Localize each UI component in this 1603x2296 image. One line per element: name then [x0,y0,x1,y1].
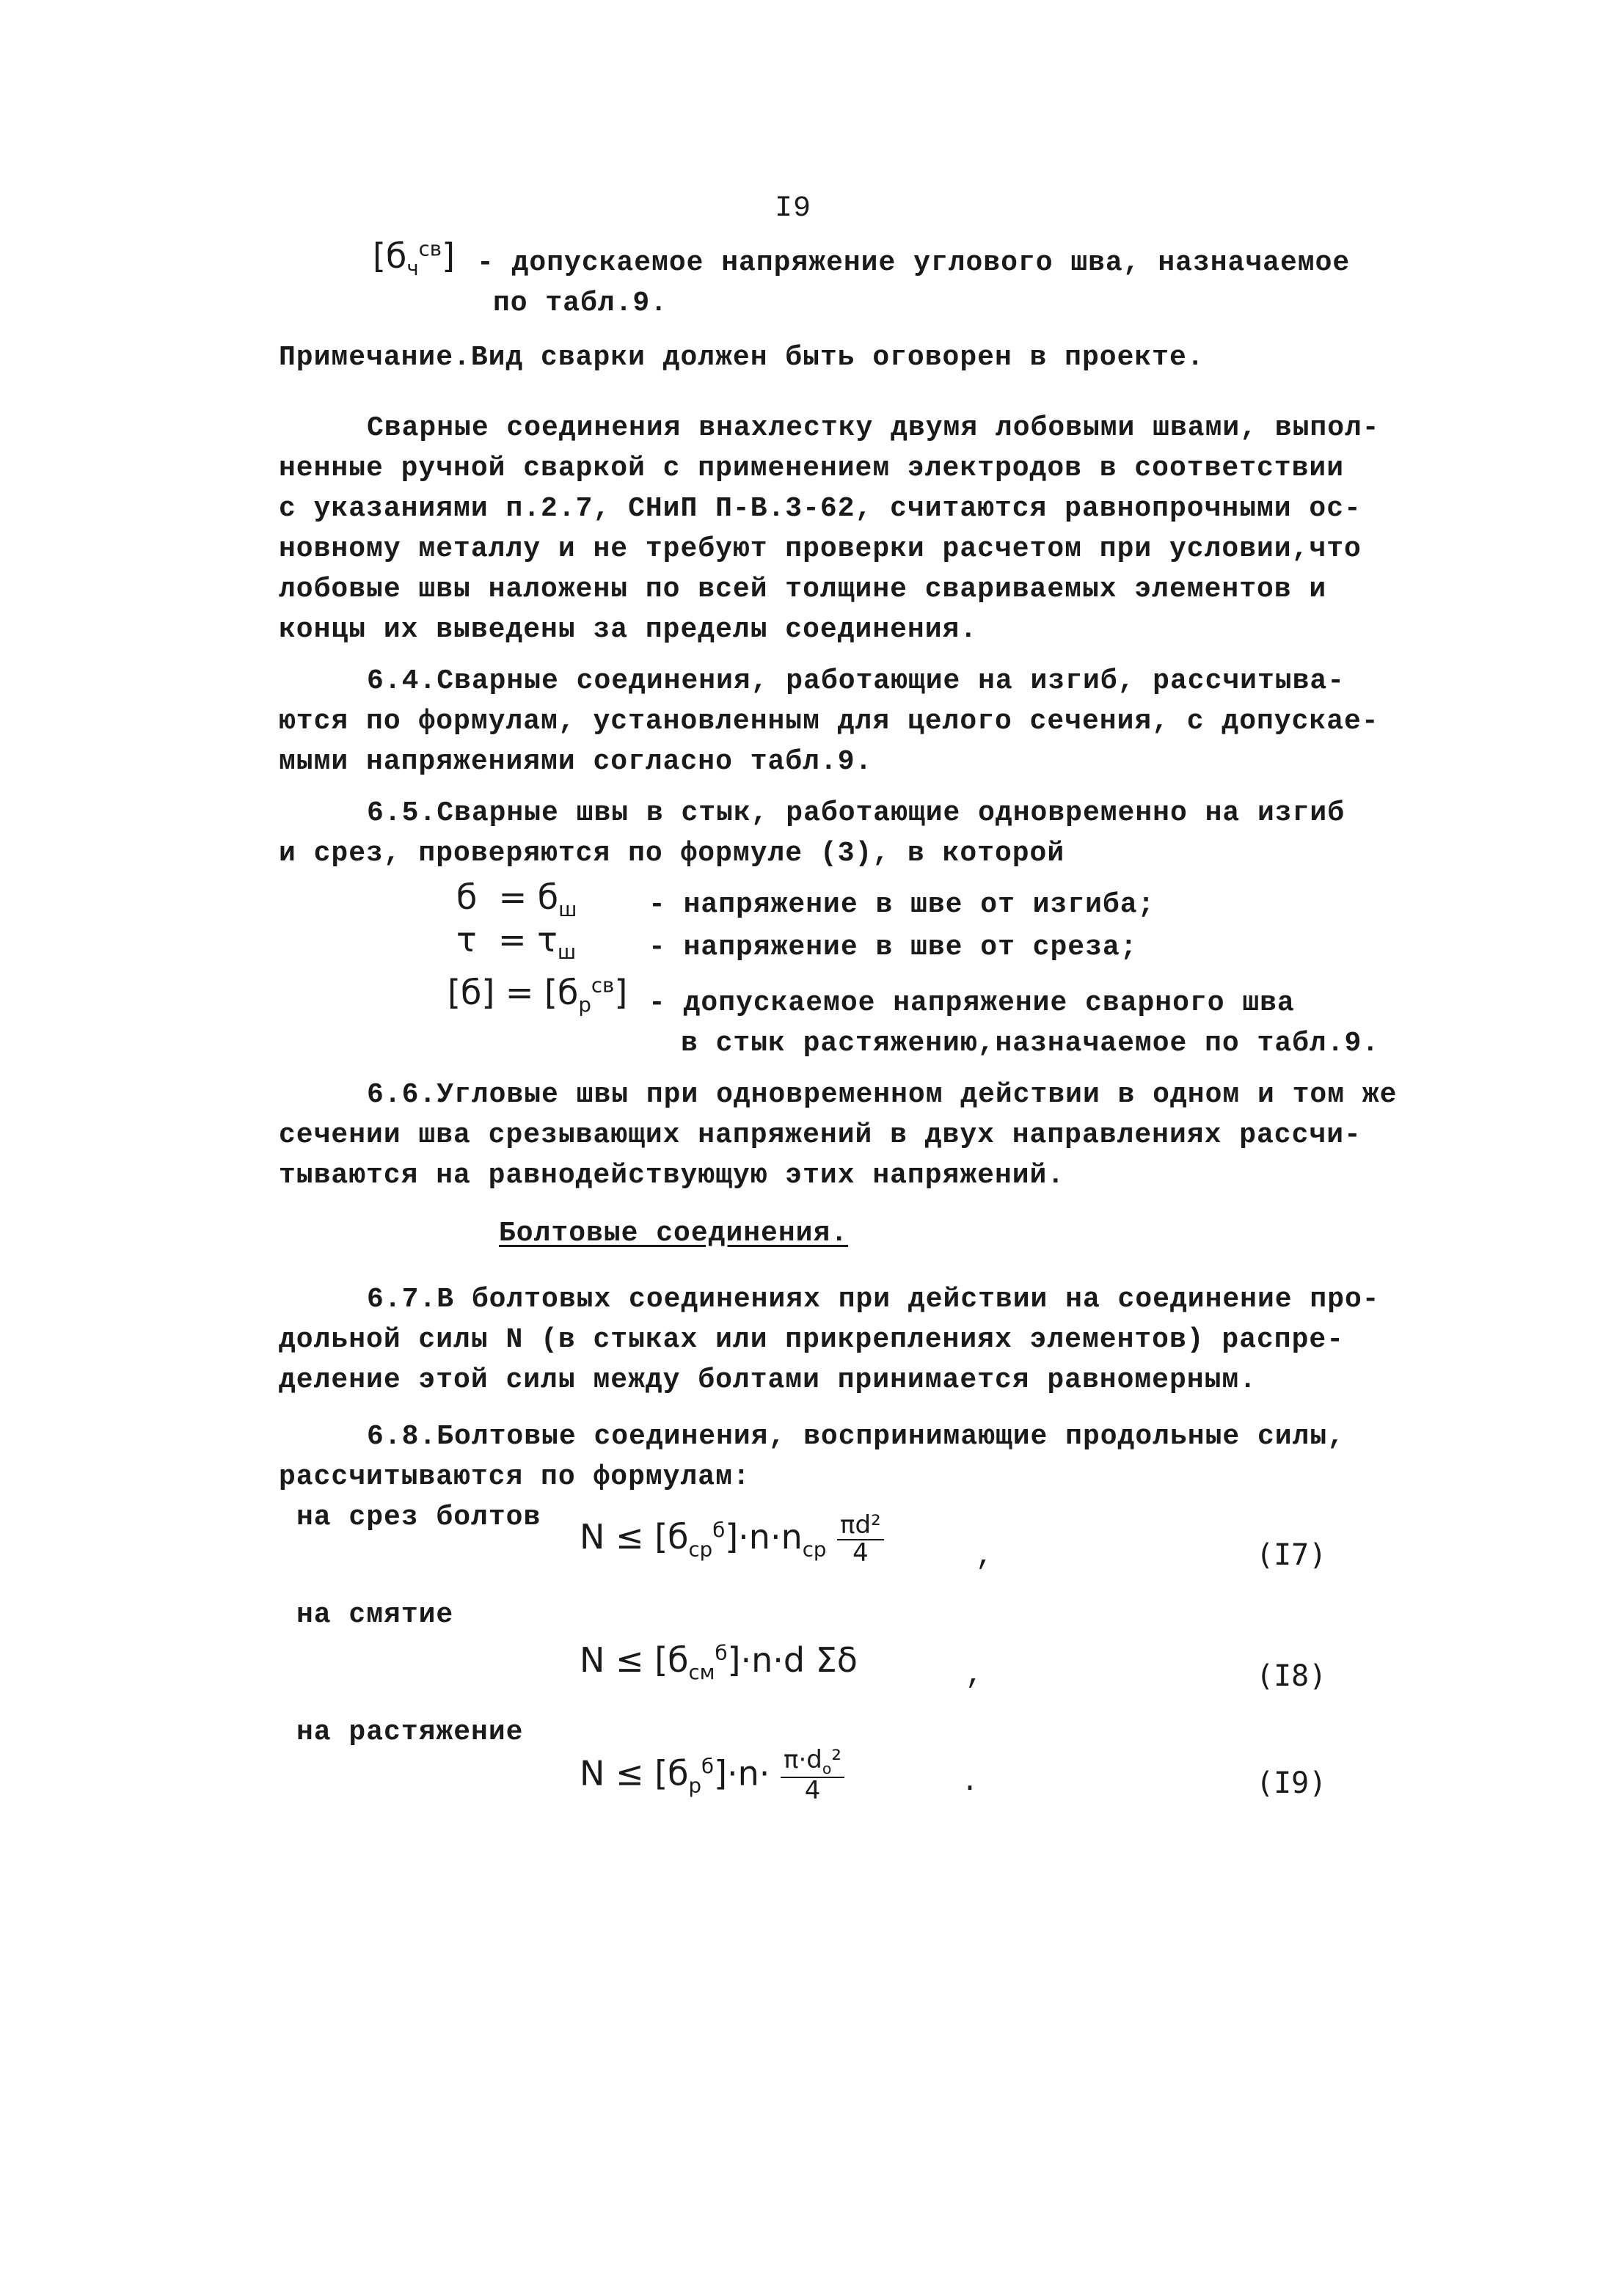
para-68-line: 6.8.Болтовые соединения, воспринимающие продольные силы, [367,1421,1345,1452]
sigma-ug-def-line1: - допускаемое напряжение углового шва, назначаемое [477,247,1351,279]
def-sigma-allow-text: - допускаемое напряжение сварного шва [649,987,1295,1019]
fraction-pi-d2-4: $\frac{\text{πd²}}{4}$ [837,1513,884,1566]
para-67-line: дольной силы N (в стыках или прикреплениях элементов) распре- [279,1324,1345,1356]
para-lap-line: лобовые швы наложены по всей толщине свариваемых элементов и [279,574,1327,605]
para-lap-line: с указаниями п.2.7, СНиП П-В.3-62, считаются равнопрочными ос- [279,493,1362,524]
sigma-ug-symbol: $[б_ч^{св}]$ [373,236,456,281]
formula-label: на смятие [296,1599,454,1631]
sigma-allow-eq: $[б] = [б_р^{св}]$ [448,973,628,1017]
para-65-line: и срез, проверяются по формуле (3), в которой [279,838,1065,869]
para-66-line: сечении шва срезывающих напряжений в двух направлениях рассчи- [279,1119,1362,1151]
para-lap-line: ненные ручной сваркой с применением электродов в соответствии [279,453,1345,484]
formula-19: $N \le [б_р^б]\cdot n\cdot$ $\frac{\pi\cdot d_о^2}{4}$ [580,1747,844,1805]
formula-label: на срез болтов [296,1502,541,1533]
para-64-line: ются по формулам, установленным для целого сечения, с допускае- [279,706,1379,737]
formula-number: (I8) [1256,1659,1327,1693]
para-68-line: рассчитываются по формулам: [279,1461,751,1493]
para-65-line: 6.5.Сварные швы в стык, работающие одновременно на изгиб [367,797,1345,829]
def-sigma-text: - напряжение в шве от изгиба; [649,889,1155,921]
formula-trail: . [961,1766,980,1799]
para-66-line: тываются на равнодействующую этих напряжений. [279,1160,1065,1191]
para-64-line: 6.4.Сварные соединения, работающие на изгиб, рассчитыва- [367,665,1345,697]
sigma-eq-sigma-w: $б = б_ш$ [456,877,577,922]
def-sigma-allow-cont: в стык растяжению,назначаемое по табл.9. [681,1028,1380,1059]
page-number: I9 [775,192,812,225]
para-67-line: 6.7.В болтовых соединениях при действии на соединение про- [367,1284,1380,1315]
para-64-line: мыми напряжениями согласно табл.9. [279,746,873,778]
note-text: Примечание.Вид сварки должен быть оговорен в проекте. [279,342,1205,373]
sigma-ug-def-line2: по табл.9. [493,288,668,319]
para-lap-line: концы их выведены за пределы соединения. [279,614,978,646]
formula-17: $N \le [б_{ср}^б]\cdot n\cdot n_{ср}$ $\frac{\text{πd²}}{4}$ [580,1513,884,1566]
fraction-pi-d0-4: $\frac{\pi\cdot d_о^2}{4}$ [781,1747,844,1805]
formula-number: (I7) [1256,1538,1327,1572]
para-lap-line: Сварные соединения внахлестку двумя лобовыми швами, выпол- [367,412,1380,444]
formula-trail: , [976,1540,995,1573]
formula-18: $N \le [б_{см}^б]\cdot n\cdot d$ Σδ [580,1640,858,1685]
tau-eq-tau-w: $\tau = \tau_ш$ [456,920,577,965]
def-tau-text: - напряжение в шве от среза; [649,932,1138,963]
para-lap-line: новному металлу и не требуют проверки расчетом при условии,что [279,533,1362,565]
heading-bolts: Болтовые соединения. [499,1218,849,1249]
formula-number: (I9) [1256,1766,1327,1800]
formula-trail: , [965,1659,985,1692]
formula-label: на растяжение [296,1716,524,1748]
para-66-line: 6.6.Угловые швы при одновременном действии в одном и том же [367,1079,1398,1111]
para-67-line: деление этой силы между болтами принимается равномерным. [279,1364,1257,1396]
